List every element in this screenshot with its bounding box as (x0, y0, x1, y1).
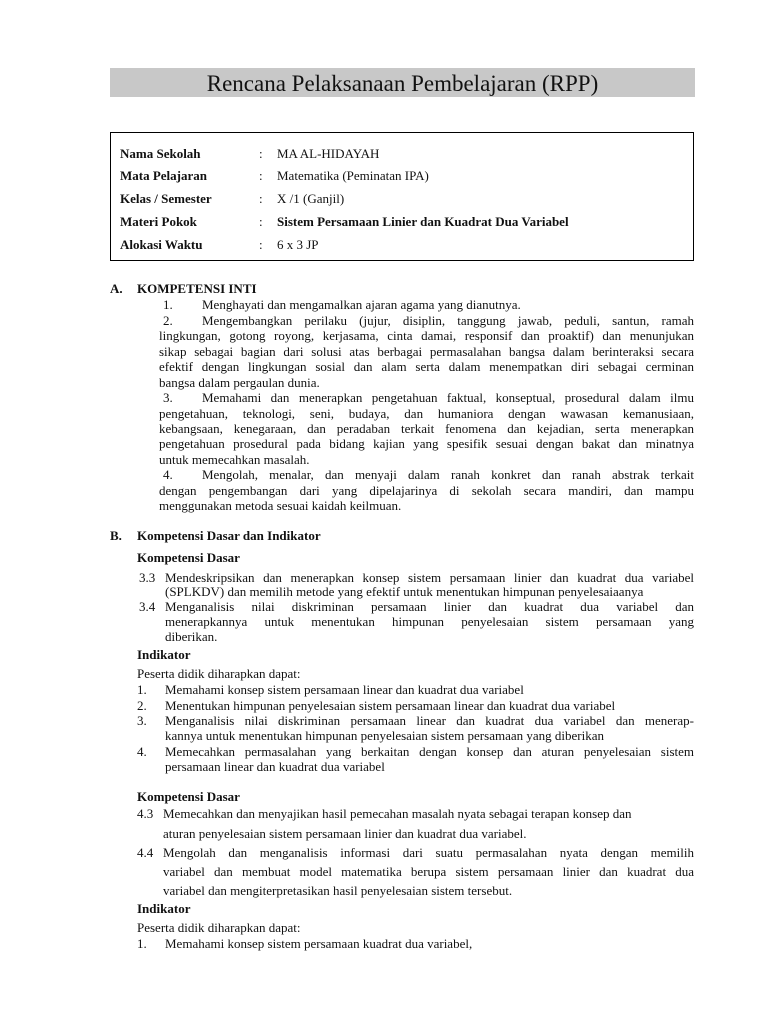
ki-text-line: Memahami dan menerapkan pengetahuan faktual, konseptual, prosedural dalam ilmu (202, 390, 694, 405)
kd-text-line: menerapkannya untuk menentukan himpunan penyelesaian sistem persamaan yang (165, 614, 694, 629)
info-value: X /1 (Ganjil) (277, 191, 345, 206)
info-label: Mata Pelajaran (120, 168, 208, 183)
indicator-number: 2. (137, 698, 147, 713)
info-label: Kelas / Semester (120, 191, 212, 206)
ki-text-line: untuk memecahkan masalah. (159, 452, 310, 467)
ki-text-line: sikap sebagai bagian dari solusi atas berbagai permasalahan bangsa dalam berinteraksi secara (159, 344, 694, 359)
info-label: Nama Sekolah (120, 146, 201, 161)
indicator-intro: Peserta didik diharapkan dapat: (137, 666, 301, 681)
ki-text-line: Menghayati dan mengamalkan ajaran agama yang dianutnya. (202, 297, 521, 312)
kd-heading: Kompetensi Dasar (137, 550, 240, 565)
ki-text-line: Mengolah, menalar, dan menyaji dalam ranah konkret dan ranah abstrak terkait (202, 467, 694, 482)
ki-number: 4. (163, 467, 173, 482)
section-b-letter: B. (110, 528, 122, 543)
kd-text-line: diberikan. (165, 629, 218, 644)
kd-heading: Kompetensi Dasar (137, 789, 240, 804)
indicator-number: 1. (137, 682, 147, 697)
indicator-text-line: Menganalisis nilai diskriminan persamaan linear dan kuadrat dua variabel dan menerap- (165, 713, 694, 728)
indicator-text-line: kannya untuk menentukan himpunan penyelesaian sistem persamaan yang diberikan (165, 728, 604, 743)
kd-text-line: variabel dan mengiterpretasikan hasil penyelesaian sistem tersebut. (163, 883, 513, 898)
ki-number: 1. (163, 297, 173, 312)
ki-text-line: pengetahuan, teknologi, seni, budaya, dan humaniora dengan wawasan kemanusiaan, (159, 406, 694, 421)
kd-text-line: (SPLKDV) dan memilih metode yang efektif untuk menentukan himpunan penyelesaiaanya (165, 584, 644, 599)
indicator-number: 3. (137, 713, 147, 728)
info-colon: : (259, 191, 263, 206)
ki-text-line: pengetahuan prosedural pada bidang kajian yang spesifik sesuai dengan bakat dan minatnya (159, 436, 694, 451)
info-label: Alokasi Waktu (120, 237, 203, 252)
kd-number: 3.4 (139, 599, 156, 614)
document-title: Rencana Pelaksanaan Pembelajaran (RPP) (110, 68, 695, 97)
indicator-text-line: Menentukan himpunan penyelesaian sistem persamaan linear dan kuadrat dua variabel (165, 698, 616, 713)
kd-number: 4.4 (137, 845, 154, 860)
ki-text-line: efektif dengan lingkungan sosial dan alam serta dalam menempatkan diri sebagai cerminan (159, 359, 694, 374)
indicator-heading: Indikator (137, 901, 191, 916)
section-a-heading: KOMPETENSI INTI (137, 281, 257, 296)
kd-text-line: Menganalisis nilai diskriminan persamaan linier dan kuadrat dua variabel dan (165, 599, 694, 614)
school-info-box (110, 132, 694, 261)
kd-number: 4.3 (137, 806, 154, 821)
indicator-intro: Peserta didik diharapkan dapat: (137, 920, 301, 935)
indicator-number: 1. (137, 936, 147, 951)
info-colon: : (259, 237, 263, 252)
section-b-heading: Kompetensi Dasar dan Indikator (137, 528, 321, 543)
kd-text-line: Mengolah dan menganalisis informasi dari suatu permasalahan nyata dengan memilih (163, 845, 694, 860)
ki-text-line: Mengembangkan perilaku (jujur, disiplin, tanggung jawab, peduli, santun, ramah (202, 313, 694, 328)
indicator-heading: Indikator (137, 647, 191, 662)
kd-text-line: Memecahkan dan menyajikan hasil pemecahan masalah nyata sebagai terapan konsep dan (163, 806, 632, 821)
ki-number: 3. (163, 390, 173, 405)
info-value: 6 x 3 JP (277, 237, 319, 252)
info-colon: : (259, 214, 263, 229)
kd-text-line: variabel dan membuat model matematika berupa sistem persamaan linier dan kuadrat dua (163, 864, 694, 879)
info-value: MA AL-HIDAYAH (277, 146, 380, 161)
kd-text-line: aturan penyelesaian sistem persamaan linier dan kuadrat dua variabel. (163, 826, 527, 841)
section-a-letter: A. (110, 281, 123, 296)
info-value: Sistem Persamaan Linier dan Kuadrat Dua Variabel (277, 214, 569, 229)
kd-number: 3.3 (139, 570, 156, 585)
indicator-number: 4. (137, 744, 147, 759)
ki-text-line: lingkungan, gotong royong, kerjasama, cinta damai, responsif dan proaktif) dan menunjukan (159, 328, 694, 343)
indicator-text-line: Memecahkan permasalahan yang berkaitan dengan konsep dan aturan penyelesaian sistem (165, 744, 694, 759)
ki-text-line: bangsa dalam pergaulan dunia. (159, 375, 320, 390)
indicator-text-line: Memahami konsep sistem persamaan linear dan kuadrat dua variabel (165, 682, 524, 697)
info-colon: : (259, 168, 263, 183)
indicator-text-line: Memahami konsep sistem persamaan kuadrat dua variabel, (165, 936, 473, 951)
indicator-text-line: persamaan linear dan kuadrat dua variabel (165, 759, 385, 774)
info-value: Matematika (Peminatan IPA) (277, 168, 429, 183)
kd-text-line: Mendeskripsikan dan menerapkan konsep sistem persamaan linier dan kuadrat dua variabel (165, 570, 694, 585)
ki-text-line: kebangsaan, kenegaraan, dan peradaban terkait fenomena dan kejadian, serta menerapkan (159, 421, 694, 436)
info-colon: : (259, 146, 263, 161)
ki-text-line: dengan pengembangan dari yang dipelajarinya di sekolah secara mandiri, dan mampu (159, 483, 694, 498)
ki-number: 2. (163, 313, 173, 328)
ki-text-line: menggunakan metoda sesuai kaidah keilmuan. (159, 498, 402, 513)
info-label: Materi Pokok (120, 214, 197, 229)
